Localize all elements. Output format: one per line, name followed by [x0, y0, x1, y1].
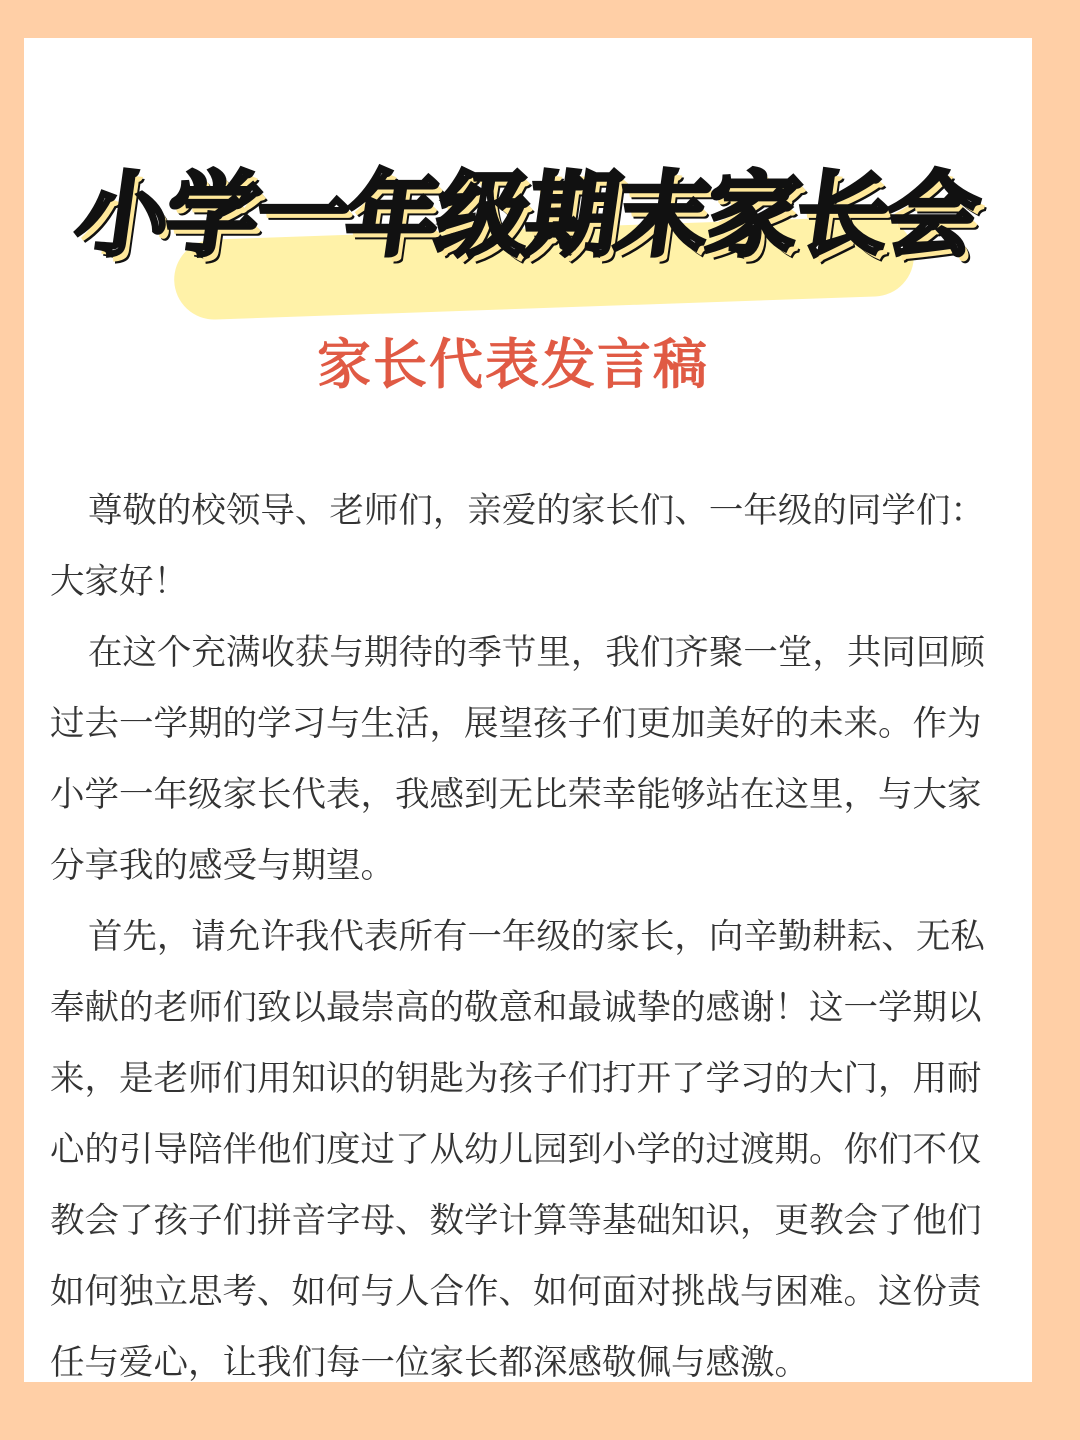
intro-paragraph: 在这个充满收获与期待的季节里，我们齐聚一堂，共同回顾过去一学期的学习与生活，展望孩子们更加美好的未来。作为小学一年级家长代表，我感到无比荣幸能够站在这里，与大家分享我的感受与期望。	[50, 633, 985, 886]
page-subtitle: 家长代表发言稿	[317, 333, 709, 396]
greeting-paragraph: 尊敬的校领导、老师们，亲爱的家长们、一年级的同学们：	[87, 491, 985, 531]
salutation-paragraph: 大家好！	[50, 562, 188, 602]
speech-body	[50, 476, 1010, 1399]
page-title: 小学一年级期末家长会	[69, 162, 985, 269]
content-card	[24, 38, 1032, 1382]
thanks-paragraph: 首先，请允许我代表所有一年级的家长，向辛勤耕耘、无私奉献的老师们致以最崇高的敬意和最诚挚的感谢！这一学期以来，是老师们用知识的钥匙为孩子们打开了学习的大门，用耐心的引导陪伴他们度过了从幼儿园到小学的过渡期。你们不仅教会了孩子们拼音字母、数学计算等基础知识，更教会了他们如何独立思考、如何与人合作、如何面对挑战与困难。这份责任与爱心，让我们每一位家长都深感敬佩与感激。	[50, 917, 985, 1383]
